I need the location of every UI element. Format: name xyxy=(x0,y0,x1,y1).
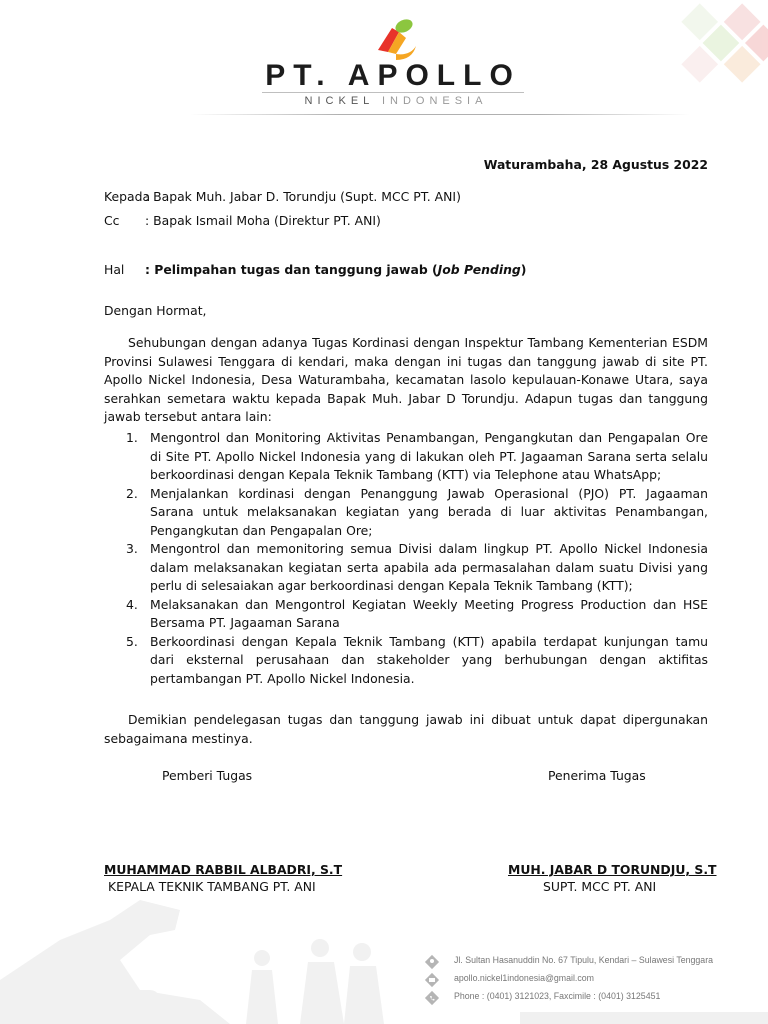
subject-prefix: : Pelimpahan tugas dan tanggung jawab ( xyxy=(145,262,438,277)
salutation: Dengan Hormat, xyxy=(104,303,207,318)
company-subtitle-part-1: NICKEL xyxy=(304,95,374,107)
cc-label: Cc xyxy=(104,213,120,228)
location-icon xyxy=(424,954,440,970)
cc-value: : Bapak Ismail Moha (Direktur PT. ANI) xyxy=(145,213,381,228)
list-item xyxy=(104,540,708,596)
list-item-text: Menjalankan kordinasi dengan Penanggung Jawab Operasional (PJO) PT. Jagaaman Sarana untuk melaksanakan kegiatan yang berada di luar aktivitas Penambangan, Pengangkutan dan Pengapalan Ore; xyxy=(150,485,708,538)
receiver-name: MUH. JABAR D TORUNDJU, S.T xyxy=(508,862,717,877)
list-item xyxy=(104,596,708,633)
list-item-text: Mengontrol dan Monitoring Aktivitas Penambangan, Pengangkutan dan Pengapalan Ore di Site PT. Apollo Nickel Indonesia yang di lakukan oleh PT. Jagaaman Sarana serta selalu berkoordinasi dengan Kepala Teknik Tambang (KTT) via Telephone atau WhatsApp; xyxy=(150,430,708,482)
footer-stripe xyxy=(520,1012,768,1024)
giver-label: Pemberi Tugas xyxy=(162,768,253,783)
footer-watermark-illustration xyxy=(0,880,480,1024)
list-item xyxy=(104,429,708,485)
subject-suffix: ) xyxy=(520,262,527,277)
list-item xyxy=(104,633,708,689)
contact-phone-text: Phone : (0401) 3121023, Faxcimile : (0401) 3125451 xyxy=(454,991,661,1001)
mail-icon xyxy=(424,972,440,988)
company-subtitle xyxy=(0,95,768,107)
list-item-number: 5. xyxy=(126,633,138,649)
phone-icon xyxy=(424,990,440,1006)
task-list xyxy=(104,429,708,688)
list-item-text: Melaksanakan dan Mengontrol Kegiatan Weekly Meeting Progress Production dan HSE Bersama PT. Jagaaman Sarana xyxy=(150,596,708,630)
subject-italic: Job Pending xyxy=(437,262,521,277)
list-item-text: Mengontrol dan memonitoring semua Divisi dalam lingkup PT. Apollo Nickel Indonesia dalam melaksanakan kegiatan serta apabila ada permasalahan dalam suatu Divisi yang perlu di selesaiakan agar berkoordinasi dengan Kepala Teknik Tambang (KTT); xyxy=(150,541,708,593)
list-item xyxy=(104,485,708,541)
subject-label: Hal xyxy=(104,262,125,277)
receiver-label: Penerima Tugas xyxy=(548,768,646,783)
list-item-number: 3. xyxy=(126,541,138,556)
company-name: PT. APOLLO xyxy=(265,59,521,92)
giver-title: KEPALA TEKNIK TAMBANG PT. ANI xyxy=(108,879,316,894)
receiver-title: SUPT. MCC PT. ANI xyxy=(543,879,657,894)
company-subtitle-part-2: INDONESIA xyxy=(381,95,488,107)
subject-value xyxy=(145,261,526,280)
recipient-label: Kepada xyxy=(104,189,151,204)
list-item-number: 4. xyxy=(126,596,138,612)
list-item-text: Berkoordinasi dengan Kepala Teknik Tambang (KTT) apabila terdapat kunjungan tamu dari eksternal perusahaan dan stakeholder yang berhubungan dengan aktifitas pertambangan PT. Apollo Nickel Indonesia. xyxy=(150,633,708,686)
contact-address-text: Jl. Sultan Hasanuddin No. 67 Tipulu, Kendari – Sulawesi Tenggara xyxy=(454,955,714,965)
contact-email-text: apollo.nickel1indonesia@gmail.com xyxy=(454,973,594,983)
list-item-number: 2. xyxy=(126,485,138,501)
letter-date: Waturambaha, 28 Agustus 2022 xyxy=(483,157,708,172)
header-rule xyxy=(262,92,524,93)
list-item-number: 1. xyxy=(126,430,138,445)
header-divider xyxy=(190,114,690,115)
body-paragraph-intro: Sehubungan dengan adanya Tugas Kordinasi dengan Inspektur Tambang Kementerian ESDM Provinsi Sulawesi Tenggara di kendari, maka dengan ini tugas dan tanggung jawab di site PT. Apollo Nickel Indonesia, Desa Waturambaha, kecamatan lasolo kepulauan-Konawe Utara, saya serahkan semetara waktu kepada Bapak Muh. Jabar D Torundju. Adapun tugas dan tanggung jawab tersebut antara lain: xyxy=(104,335,708,424)
recipient-value: : Bapak Muh. Jabar D. Torundju (Supt. MCC PT. ANI) xyxy=(145,189,461,204)
body-paragraph-closing: Demikian pendelegasan tugas dan tanggung jawab ini dibuat untuk dapat dipergunakan sebagaimana mestinya. xyxy=(104,712,708,746)
giver-name: MUHAMMAD RABBIL ALBADRI, S.T xyxy=(104,862,343,877)
